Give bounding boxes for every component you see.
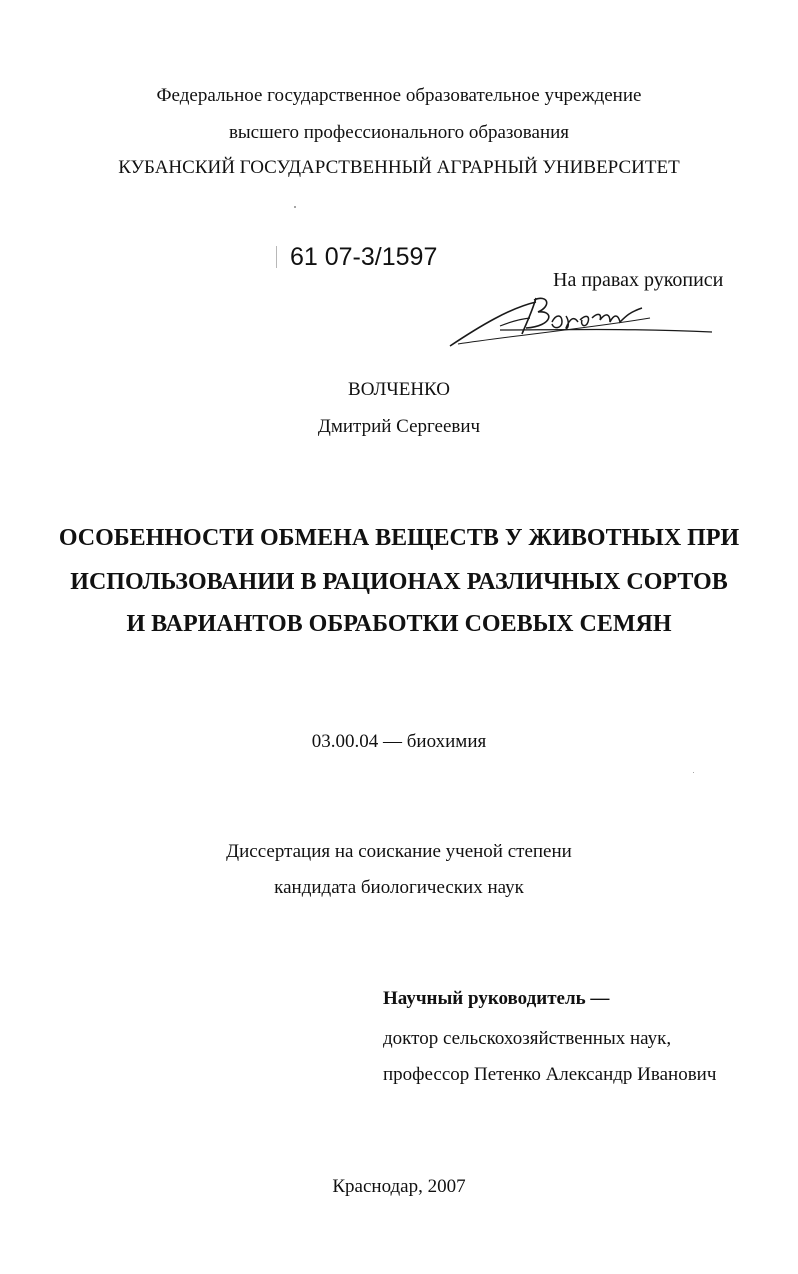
scan-speck	[294, 206, 296, 208]
author-surname: ВОЛЧЕНКО	[348, 379, 450, 400]
signature-image	[440, 286, 720, 352]
archive-mark	[276, 246, 277, 268]
title-line-3: И ВАРИАНТОВ ОБРАБОТКИ СОЕВЫХ СЕМЯН	[126, 611, 672, 637]
advisor-heading: Научный руководитель —	[383, 988, 610, 1009]
institution-line-1: Федеральное государственное образовательное учреждение	[156, 85, 642, 106]
city-year: Краснодар, 2007	[332, 1176, 466, 1197]
title-line-1: ОСОБЕННОСТИ ОБМЕНА ВЕЩЕСТВ У ЖИВОТНЫХ ПРИ	[58, 525, 740, 551]
specialty-code: 03.00.04 — биохимия	[311, 731, 487, 752]
author-name: Дмитрий Сергеевич	[317, 416, 481, 437]
institution-line-3: КУБАНСКИЙ ГОСУДАРСТВЕННЫЙ АГРАРНЫЙ УНИВЕРСИТЕТ	[118, 157, 680, 178]
institution-line-2: высшего профессионального образования	[228, 122, 570, 143]
scan-speck	[693, 772, 694, 773]
advisor-degree: доктор сельскохозяйственных наук,	[383, 1028, 672, 1049]
advisor-name: профессор Петенко Александр Иванович	[383, 1064, 717, 1085]
title-line-2: ИСПОЛЬЗОВАНИИ В РАЦИОНАХ РАЗЛИЧНЫХ СОРТОВ	[70, 569, 728, 595]
degree-line-2: кандидата биологических наук	[274, 877, 524, 898]
degree-line-1: Диссертация на соискание ученой степени	[226, 841, 572, 862]
archive-number: 61 07-3/1597	[290, 243, 438, 271]
manuscript-note: На правах рукописи	[553, 269, 724, 291]
